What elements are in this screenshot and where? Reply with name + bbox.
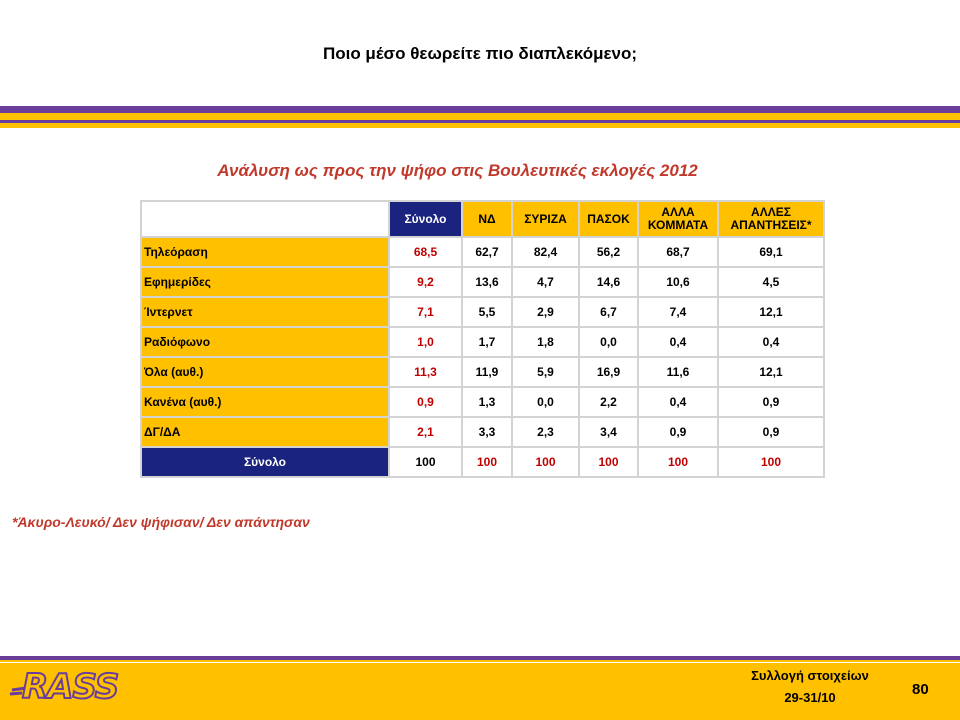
table-cell: 6,7 [580,298,637,326]
table-cell: 1,7 [463,328,511,356]
table-cell: 100 [580,448,637,476]
table-row [142,418,823,446]
footer-divider [0,662,960,663]
table-cell: 2,3 [513,418,578,446]
header-corner-cell [142,202,388,236]
row-label: Εφημερίδες [142,268,388,296]
row-label: Όλα (αυθ.) [142,358,388,386]
table-cell: 5,9 [513,358,578,386]
page-number: 80 [912,681,929,698]
column-header-syriza: ΣΥΡΙΖΑ [513,202,578,236]
table-cell: 100 [513,448,578,476]
column-header-total: Σύνολο [390,202,461,236]
table-total-row [142,448,823,476]
table-cell: 0,9 [390,388,461,416]
row-label: Κανένα (αυθ.) [142,388,388,416]
table-cell: 0,4 [639,388,717,416]
table-header-row [142,202,823,236]
table-cell: 0,9 [639,418,717,446]
table-row [142,358,823,386]
table-cell: 0,0 [580,328,637,356]
top-stripe-gold-1 [0,113,960,120]
table-cell: 7,4 [639,298,717,326]
table-cell: 11,9 [463,358,511,386]
table-row [142,298,823,326]
table-cell: 11,3 [390,358,461,386]
table-cell: 7,1 [390,298,461,326]
table-cell: 0,9 [719,418,823,446]
collection-label: Συλλογή στοιχείων [751,668,869,683]
table-row [142,328,823,356]
table-cell: 0,4 [639,328,717,356]
row-label: Ίντερνετ [142,298,388,326]
rass-logo-text: RASS [22,667,119,707]
table-cell: 2,2 [580,388,637,416]
row-label: Τηλεόραση [142,238,388,266]
table-cell: 13,6 [463,268,511,296]
table-cell: 3,3 [463,418,511,446]
table-cell: 10,6 [639,268,717,296]
collection-dates: 29-31/10 [784,690,836,705]
table-cell: 0,4 [719,328,823,356]
table-cell: 4,7 [513,268,578,296]
table-subtitle: Ανάλυση ως προς την ψήφο στις Βουλευτικές εκλογές 2012 [217,161,698,180]
table-cell: 100 [639,448,717,476]
table-cell: 4,5 [719,268,823,296]
table-cell: 100 [463,448,511,476]
table-cell: 1,3 [463,388,511,416]
table-cell: 14,6 [580,268,637,296]
row-label: Ραδιόφωνο [142,328,388,356]
table-row [142,238,823,266]
page-title: Ποιο μέσο θεωρείτε πιο διαπλεκόμενο; [322,44,638,63]
table-cell: 0,0 [513,388,578,416]
table-cell: 11,6 [639,358,717,386]
table-cell: 82,4 [513,238,578,266]
footnote: *Άκυρο-Λευκό/ Δεν ψήφισαν/ Δεν απάντησαν [12,514,310,530]
table-cell: 3,4 [580,418,637,446]
column-header-nd: ΝΔ [463,202,511,236]
table-row [142,388,823,416]
table-cell: 1,0 [390,328,461,356]
column-header-other-answers: ΑΛΛΕΣ ΑΠΑΝΤΗΣΕΙΣ* [719,202,823,236]
table-cell: 0,9 [719,388,823,416]
table-cell: 69,1 [719,238,823,266]
top-stripe-purple-1 [0,106,960,113]
table-cell: 2,9 [513,298,578,326]
table-cell: 56,2 [580,238,637,266]
table-cell: 62,7 [463,238,511,266]
table-cell: 2,1 [390,418,461,446]
table-cell: 100 [719,448,823,476]
vote-breakdown-table [140,200,825,478]
top-stripe-gold-2 [0,123,960,128]
column-header-other-parties: ΑΛΛΑ ΚΟΜΜΑΤΑ [639,202,717,236]
table-cell: 1,8 [513,328,578,356]
rass-logo [8,664,138,708]
table-row [142,268,823,296]
table-cell: 5,5 [463,298,511,326]
table-cell: 12,1 [719,298,823,326]
row-label: Σύνολο [142,448,388,476]
table-cell: 16,9 [580,358,637,386]
table-cell: 9,2 [390,268,461,296]
row-label: ΔΓ/ΔΑ [142,418,388,446]
column-header-pasok: ΠΑΣΟΚ [580,202,637,236]
table-cell: 68,5 [390,238,461,266]
table-cell: 12,1 [719,358,823,386]
table-cell: 100 [390,448,461,476]
table-cell: 68,7 [639,238,717,266]
